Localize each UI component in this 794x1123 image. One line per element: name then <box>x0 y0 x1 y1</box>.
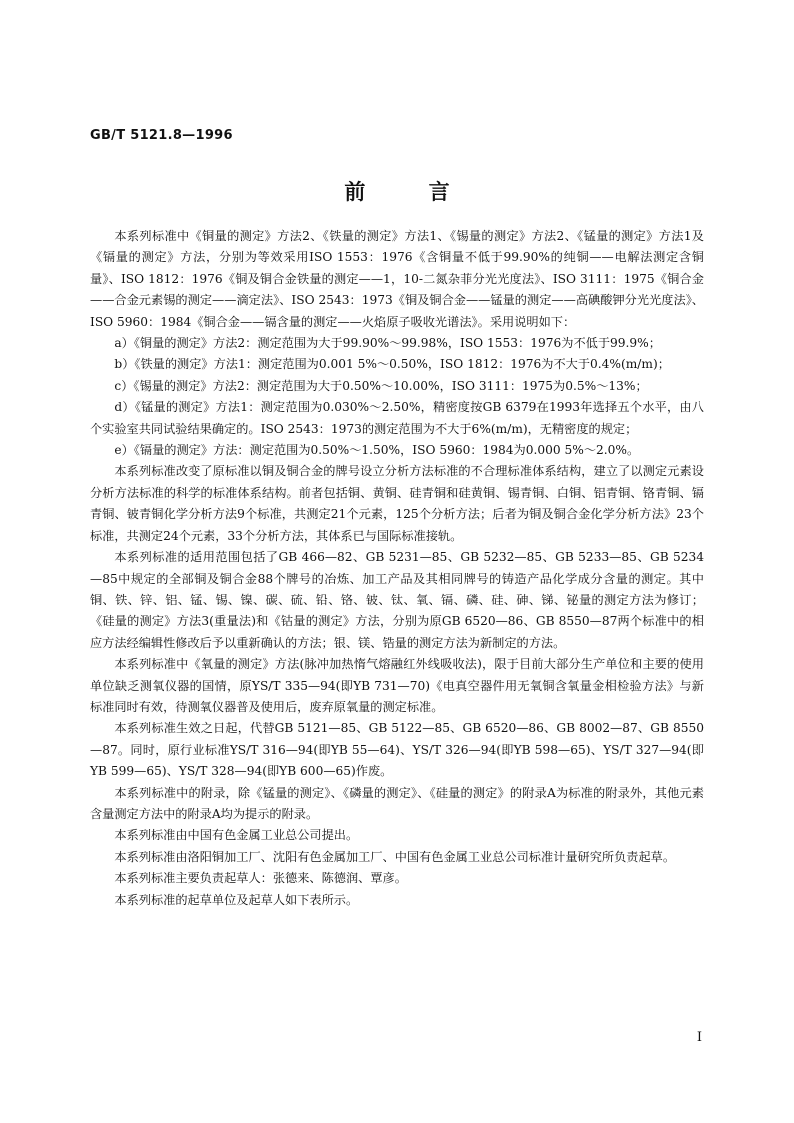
list-item-e: e）《镉量的测定》方法：测定范围为0.50%～1.50%，ISO 5960：1984为0.000 5%～2.0%。 <box>114 443 640 458</box>
paragraph-structure: 本系列标准改变了原标准以铜及铜合金的牌号设立分析方法标准的不合理标准体系结构，建立了以测定元素设分析方法标准的科学的标准体系结构。前者包括铜、黄铜、硅青铜和硅黄铜、锡青铜、白铜、铝青铜、铬青铜、镉青铜、铍青铜化学分析方法9个标准，共测定21个元素，125个分析方法；后者为铜及铜合金化学分析方法》23个标准，共测定24个元素，33个分析方法，其体系已与国际标准接轨。 <box>90 464 704 543</box>
list-item-b: b）《铁量的测定》方法1：测定范围为0.001 5%～0.50%，ISO 1812：1976为不大于0.4%(m/m)； <box>114 357 670 372</box>
list-item-d: d）《锰量的测定》方法1：测定范围为0.030%～2.50%，精密度按GB 6379在1993年选择五个水平，由八个实验室共同试验结果确定的。ISO 2543：1973的测定范围为不大于6%(m/m)，无精密度的规定； <box>90 400 704 436</box>
paragraph-replacement: 本系列标准生效之日起，代替GB 5121—85、GB 5122—85、GB 6520—86、GB 8002—87、GB 8550—87。同时，原行业标准YS/T 316—94(即YB 55—64)、YS/T 326—94(即YB 598—65)、YS/T 327—94(即YB 599—65)、YS/T 328—94(即YB 600—65)作废。 <box>90 721 704 779</box>
paragraph-drafters: 本系列标准主要负责起草人：张德来、陈德润、覃彦。 <box>114 871 407 886</box>
paragraph-oxygen: 本系列标准中《氧量的测定》方法(脉冲加热惰气熔融红外线吸收法)，限于目前大部分生产单位和主要的使用单位缺乏测氧仪器的国情，原YS/T 335—94(即YB 731—70)《电真空器件用无氧铜含氧量金相检验方法》与新标准同时有效，待测氧仪器普及使用后，废弃原氧量的测定标准。 <box>90 657 704 714</box>
page-title: 前 言 <box>344 180 478 204</box>
paragraph-intro: 本系列标准中《铜量的测定》方法2、《铁量的测定》方法1、《锡量的测定》方法2、《锰量的测定》方法1及《镉量的测定》方法，分别为等效采用ISO 1553：1976《含铜量不低于99.90%的纯铜——电解法测定含铜量》、ISO 1812：1976《铜及铜合金铁量的测定——1，10-二氮杂菲分光光度法》、ISO 3111：1975《铜合金——合金元素锡的测定——滴定法》、ISO 2543：1973《铜及铜合金——锰量的测定——高碘酸钾分光光度法》、ISO 5960：1984《铜合金——镉含量的测定——火焰原子吸收光谱法》。采用说明如下： <box>90 229 704 329</box>
list-item-a: a）《铜量的测定》方法2：测定范围为大于99.90%～99.98%，ISO 1553：1976为不低于99.9%； <box>114 336 661 351</box>
page-number: I <box>696 1030 702 1045</box>
paragraph-drafting-units: 本系列标准由洛阳铜加工厂、沈阳有色金属加工厂、中国有色金属工业总公司标准计量研究所负责起草。 <box>114 849 676 864</box>
document-body <box>90 226 704 911</box>
paragraph-table-note: 本系列标准的起草单位及起草人如下表所示。 <box>114 892 359 907</box>
list-item-c: c）《锡量的测定》方法2：测定范围为大于0.50%～10.00%，ISO 3111：1975为0.5%～13%； <box>114 378 648 393</box>
paragraph-appendix: 本系列标准中的附录，除《锰量的测定》、《磷量的测定》、《硅量的测定》的附录A为标准的附录外，其他元素含量测定方法中的附录A均为提示的附录。 <box>90 785 704 821</box>
paragraph-scope: 本系列标准的适用范围包括了GB 466—82、GB 5231—85、GB 5232—85、GB 5233—85、GB 5234—85中规定的全部铜及铜合金88个牌号的冶炼、加工产品及其相同牌号的铸造产品化学成分含量的测定。其中铜、铁、锌、铝、锰、锡、镍、碳、硫、铅、铬、铍、钛、氧、镉、磷、硅、砷、锑、铋量的测定方法为修订；《硅量的测定》方法3(重量法)和《钴量的测定》方法，分别为原GB 6520—86、GB 8550—87两个标准中的相应方法经编辑性修改后予以重新确认的方法；银、镁、锆量的测定方法为新制定的方法。 <box>90 550 704 650</box>
standard-code: GB/T 5121.8—1996 <box>90 128 233 143</box>
paragraph-proposer: 本系列标准由中国有色金属工业总公司提出。 <box>114 828 359 843</box>
